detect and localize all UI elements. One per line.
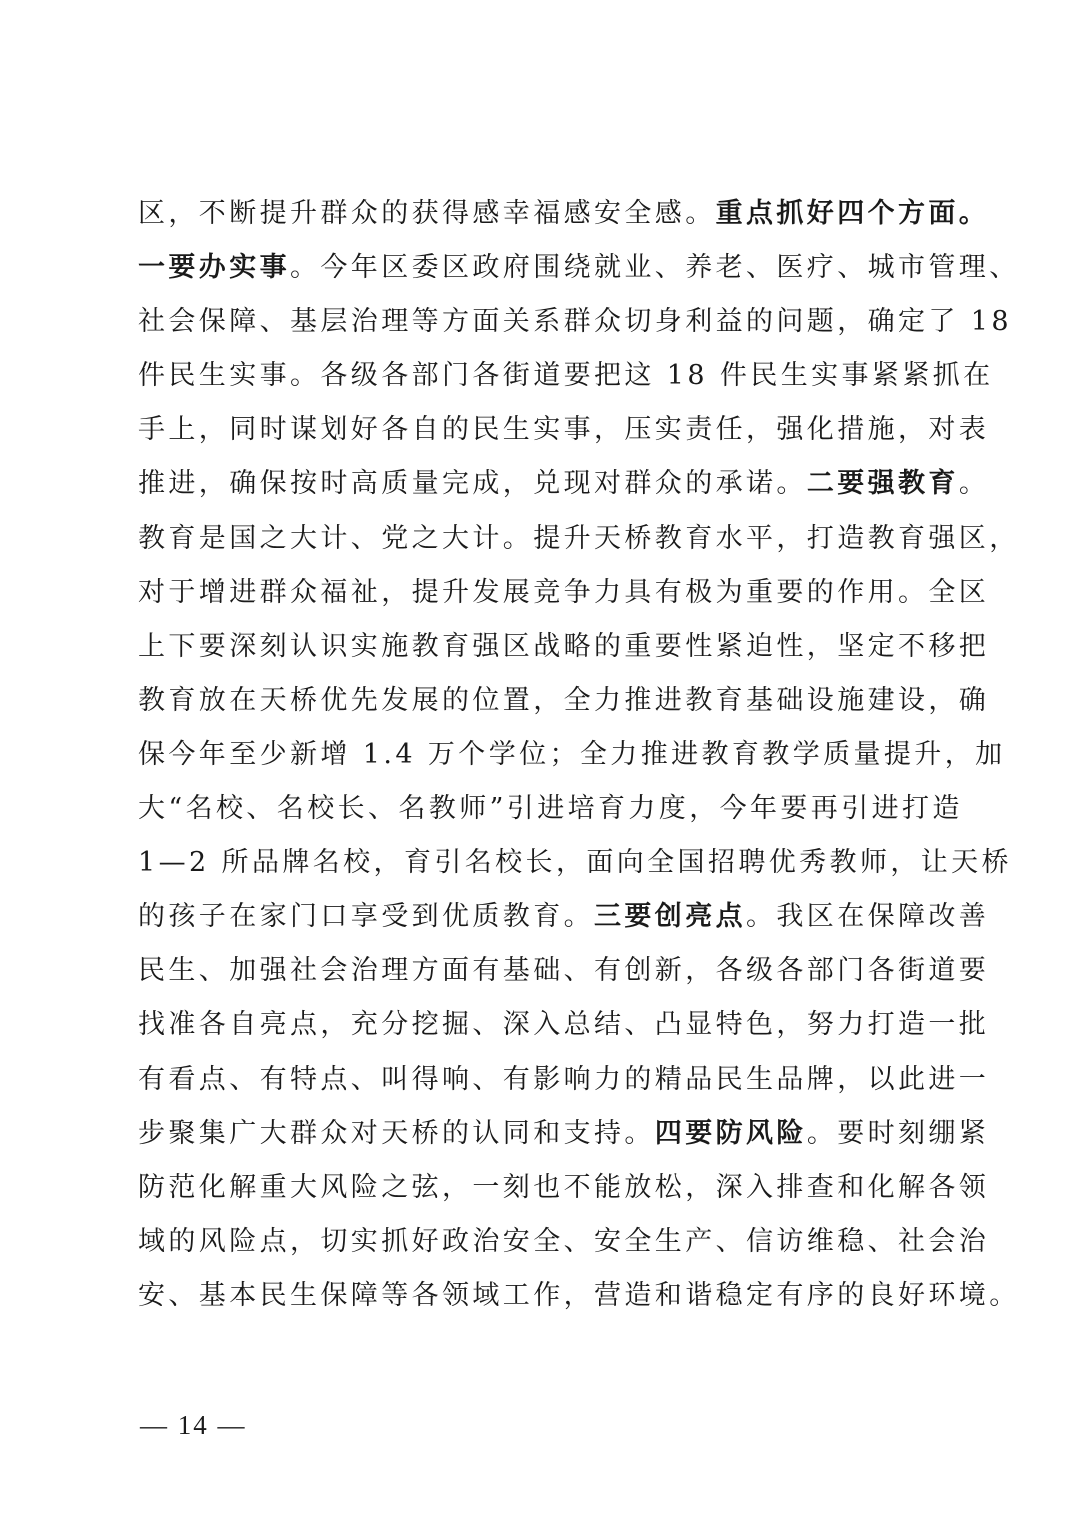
page-number: — 14 — bbox=[140, 1410, 247, 1440]
text-line bbox=[138, 782, 963, 836]
text-segment: 上下要深刻认识实施教育强区战略的重要性紧迫性，坚定不移把 bbox=[138, 630, 990, 662]
text-line bbox=[138, 1053, 990, 1107]
text-segment: 大“名校、名校长、名教师”引进培育力度，今年要再引进打造 bbox=[138, 793, 963, 825]
text-segment: 安、基本民生保障等各领域工作，营造和谐稳定有序的良好环境。 bbox=[138, 1279, 1020, 1311]
text-line bbox=[138, 403, 990, 457]
emphasis-text: 三要创亮点 bbox=[594, 901, 746, 933]
text-segment: 域的风险点，切实抓好政治安全、安全生产、信访维稳、社会治 bbox=[138, 1225, 990, 1257]
text-segment: 社会保障、基层治理等方面关系群众切身利益的问题，确定了 18 bbox=[138, 306, 1012, 338]
emphasis-text: 一要办实事 bbox=[138, 252, 290, 284]
text-segment: 教育放在天桥优先发展的位置，全力推进教育基础设施建设，确 bbox=[138, 684, 990, 716]
text-line bbox=[138, 187, 990, 241]
emphasis-text: 重点抓好四个方面。 bbox=[715, 198, 990, 229]
text-line bbox=[138, 998, 990, 1052]
body-paragraph bbox=[138, 187, 1020, 1323]
text-line bbox=[138, 512, 1020, 566]
text-segment: 。今年区委区政府围绕就业、养老、医疗、城市管理、 bbox=[290, 252, 1020, 284]
text-segment: 1—2 所品牌名校，育引名校长，面向全国招聘优秀教师，让天桥 bbox=[138, 847, 1012, 879]
text-line bbox=[138, 295, 1012, 349]
text-segment: 推进，确保按时高质量完成，兑现对群众的承诺。 bbox=[138, 468, 807, 500]
text-line bbox=[138, 1269, 1020, 1323]
text-segment: 教育是国之大计、党之大计。提升天桥教育水平，打造教育强区， bbox=[138, 522, 1020, 554]
text-segment: 。要时刻绷紧 bbox=[806, 1117, 990, 1149]
text-segment: 区，不断提升群众的获得感幸福感安全感。 bbox=[138, 198, 716, 229]
text-line bbox=[138, 1215, 990, 1269]
text-line bbox=[138, 1161, 990, 1215]
text-line bbox=[138, 836, 1012, 890]
text-segment: 保今年至少新增 1.4 万个学位；全力推进教育教学质量提升，加 bbox=[138, 738, 1006, 770]
emphasis-text: 四要防风险 bbox=[654, 1117, 807, 1149]
text-line bbox=[138, 674, 990, 728]
text-line bbox=[138, 349, 994, 403]
text-segment: 找准各自亮点，充分挖掘、深入总结、凸显特色，努力打造一批 bbox=[138, 1009, 990, 1041]
emphasis-text: 二要强教育 bbox=[806, 468, 959, 500]
text-segment: 防范化解重大风险之弦，一刻也不能放松，深入排查和化解各领 bbox=[138, 1171, 990, 1203]
text-line bbox=[138, 620, 990, 674]
text-line bbox=[138, 944, 990, 998]
text-line bbox=[138, 566, 990, 620]
text-segment: 步聚集广大群众对天桥的认同和支持。 bbox=[138, 1117, 655, 1149]
text-segment: 的孩子在家门口享受到优质教育。 bbox=[138, 901, 594, 933]
text-line bbox=[138, 1107, 990, 1161]
text-line bbox=[138, 728, 1006, 782]
text-segment: 。 bbox=[958, 468, 990, 500]
text-line bbox=[138, 241, 1020, 295]
text-segment: 。我区在保障改善 bbox=[746, 901, 990, 933]
text-segment: 民生、加强社会治理方面有基础、有创新，各级各部门各街道要 bbox=[138, 955, 990, 987]
text-line bbox=[138, 890, 990, 944]
text-segment: 对于增进群众福祉，提升发展竞争力具有极为重要的作用。全区 bbox=[138, 576, 990, 608]
text-segment: 有看点、有特点、叫得响、有影响力的精品民生品牌，以此进一 bbox=[138, 1063, 990, 1095]
text-segment: 手上，同时谋划好各自的民生实事，压实责任，强化措施，对表 bbox=[138, 414, 990, 446]
text-segment: 件民生实事。各级各部门各街道要把这 18 件民生实事紧紧抓在 bbox=[138, 360, 994, 392]
text-line bbox=[138, 457, 990, 511]
